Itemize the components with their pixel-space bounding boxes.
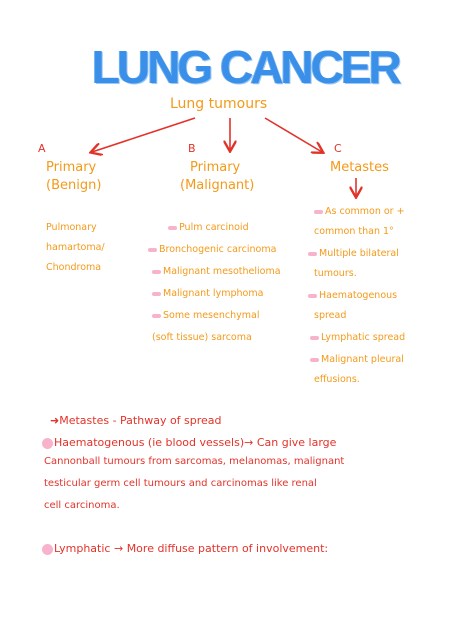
- column-b-heading-1: Primary: [190, 160, 241, 175]
- column-c-item: Malignant pleural: [310, 350, 404, 370]
- haematogenous-detail: Cannonball tumours from sarcomas, melanomas, malignant: [44, 456, 345, 467]
- bullet-icon: [168, 226, 177, 230]
- column-b-item: Malignant mesothelioma: [152, 262, 281, 282]
- page-title: LUNG CANCER: [92, 41, 399, 93]
- column-c-item: effusions.: [314, 374, 360, 385]
- column-b-item: (soft tissue) sarcoma: [152, 332, 252, 343]
- haematogenous-detail: cell carcinoma.: [44, 500, 120, 511]
- arrow-to-a: [92, 118, 195, 152]
- column-c-item: Multiple bilateral: [308, 244, 399, 264]
- column-a-letter: A: [38, 142, 46, 155]
- column-c-letter: C: [334, 142, 342, 155]
- bullet-icon: [310, 358, 319, 362]
- column-b-heading-2: (Malignant): [180, 178, 255, 193]
- column-b-item: Malignant lymphoma: [152, 284, 263, 304]
- column-a-item: Chondroma: [46, 262, 102, 273]
- number-marker-icon: [42, 438, 53, 449]
- haematogenous-detail: testicular germ cell tumours and carcinomas like renal: [44, 478, 317, 489]
- column-a-heading-2: (Benign): [46, 178, 102, 193]
- haematogenous-line: Haematogenous (ie blood vessels)→ Can give large: [42, 432, 336, 453]
- column-a-item: hamartoma/: [46, 242, 105, 253]
- arrow-right-icon: ➜: [50, 414, 60, 427]
- column-b-item: Pulm carcinoid: [168, 218, 249, 238]
- column-b-item: Bronchogenic carcinoma: [148, 240, 276, 260]
- lymphatic-line: Lymphatic → More diffuse pattern of involvement:: [42, 538, 328, 559]
- column-c-item: As common or +: [314, 202, 405, 222]
- column-c-item: Lymphatic spread: [310, 328, 405, 348]
- bullet-icon: [308, 294, 317, 298]
- notes-heading: ➜Metastes - Pathway of spread: [50, 414, 222, 427]
- bullet-icon: [152, 270, 161, 274]
- column-c-item: tumours.: [314, 268, 357, 279]
- arrow-to-c: [265, 118, 322, 152]
- bullet-icon: [148, 248, 157, 252]
- column-c-heading: Metastes: [330, 160, 389, 175]
- column-a-heading-1: Primary: [46, 160, 97, 175]
- column-c-item: Haematogenous: [308, 286, 397, 306]
- column-c-item: spread: [314, 310, 347, 321]
- column-a-item: Pulmonary: [46, 222, 97, 233]
- number-marker-icon: [42, 544, 53, 555]
- bullet-icon: [152, 292, 161, 296]
- bullet-icon: [152, 314, 161, 318]
- bullet-icon: [310, 336, 319, 340]
- column-c-item: common than 1°: [314, 226, 394, 237]
- column-b-letter: B: [188, 142, 196, 155]
- subtitle: Lung tumours: [170, 96, 268, 112]
- bullet-icon: [314, 210, 323, 214]
- bullet-icon: [308, 252, 317, 256]
- column-b-item: Some mesenchymal: [152, 306, 259, 326]
